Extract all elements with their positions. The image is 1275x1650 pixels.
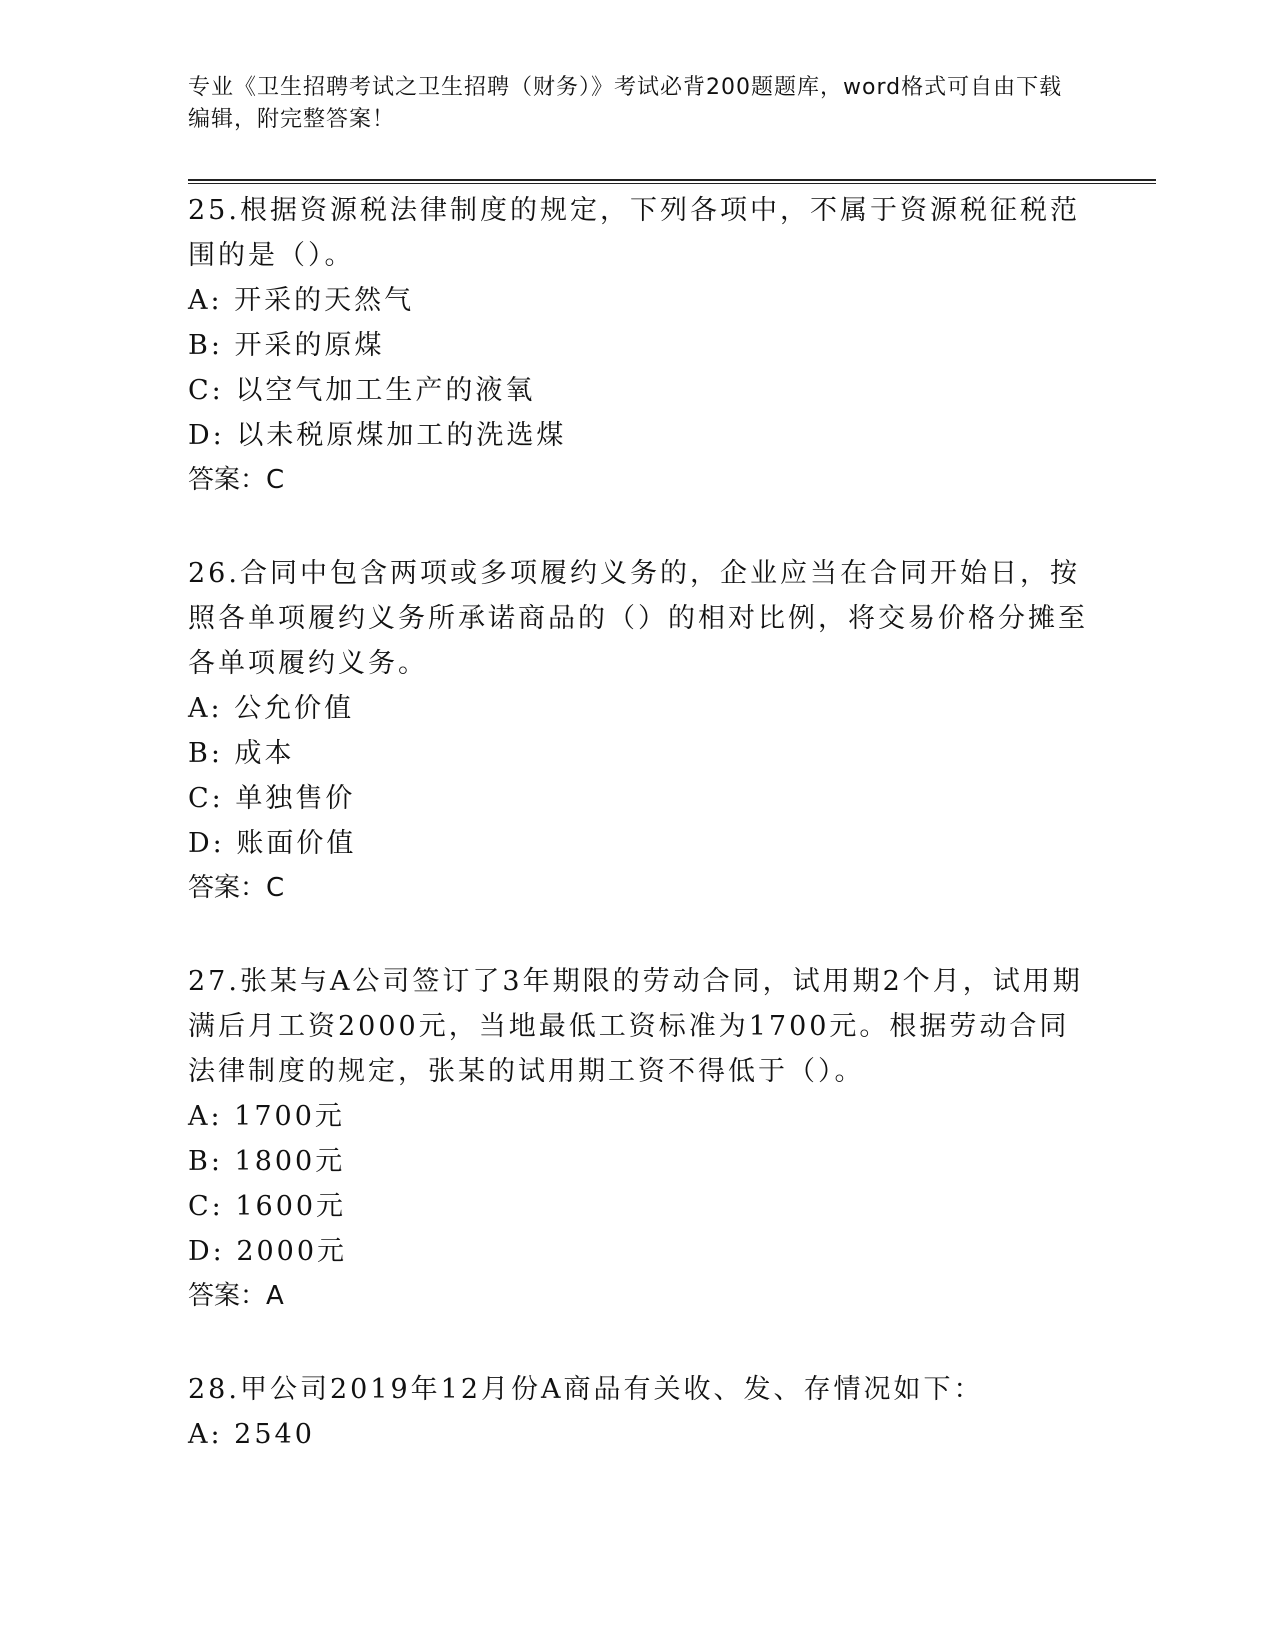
- option-a: A: 开采的天然气: [188, 285, 415, 316]
- question-stem: 27.张某与A公司签订了3年期限的劳动合同，试用期2个月，试用期满后月工资2000元，当地最低工资标准为1700元。根据劳动合同法律制度的规定，张某的试用期工资不得低于（）。: [188, 966, 1083, 1087]
- answer-line: 答案：C: [188, 465, 285, 495]
- option-d: D: 2000元: [188, 1236, 348, 1267]
- question-stem: 25.根据资源税法律制度的规定，下列各项中，不属于资源税征税范围的是（）。: [188, 195, 1080, 271]
- option-b: B: 开采的原煤: [188, 330, 385, 361]
- question-27: [188, 959, 1088, 1319]
- question-stem: 28.甲公司2019年12月份A商品有关收、发、存情况如下：: [188, 1374, 984, 1405]
- option-c: C: 单独售价: [188, 783, 356, 814]
- option-c: C: 1600元: [188, 1191, 347, 1222]
- option-d: D: 以未税原煤加工的洗选煤: [188, 420, 567, 451]
- header-divider: [188, 179, 1156, 184]
- question-25: [188, 188, 1088, 503]
- answer-line: 答案：C: [188, 873, 285, 903]
- option-c: C: 以空气加工生产的液氧: [188, 375, 536, 406]
- answer-line: 答案：A: [188, 1281, 284, 1311]
- question-stem: 26.合同中包含两项或多项履约义务的，企业应当在合同开始日，按照各单项履约义务所承诺商品的（）的相对比例，将交易价格分摊至各单项履约义务。: [188, 558, 1088, 679]
- option-a: A: 公允价值: [188, 693, 355, 724]
- option-b: B: 成本: [188, 738, 295, 769]
- option-a: A: 2540: [188, 1419, 315, 1450]
- option-a: A: 1700元: [188, 1101, 345, 1132]
- document-header: 专业《卫生招聘考试之卫生招聘（财务）》考试必背200题题库，word格式可自由下载编辑，附完整答案！: [188, 75, 1063, 132]
- question-28: [188, 1367, 1088, 1457]
- option-b: B: 1800元: [188, 1146, 346, 1177]
- option-d: D: 账面价值: [188, 828, 357, 859]
- question-list: [188, 188, 1088, 1505]
- question-26: [188, 551, 1088, 911]
